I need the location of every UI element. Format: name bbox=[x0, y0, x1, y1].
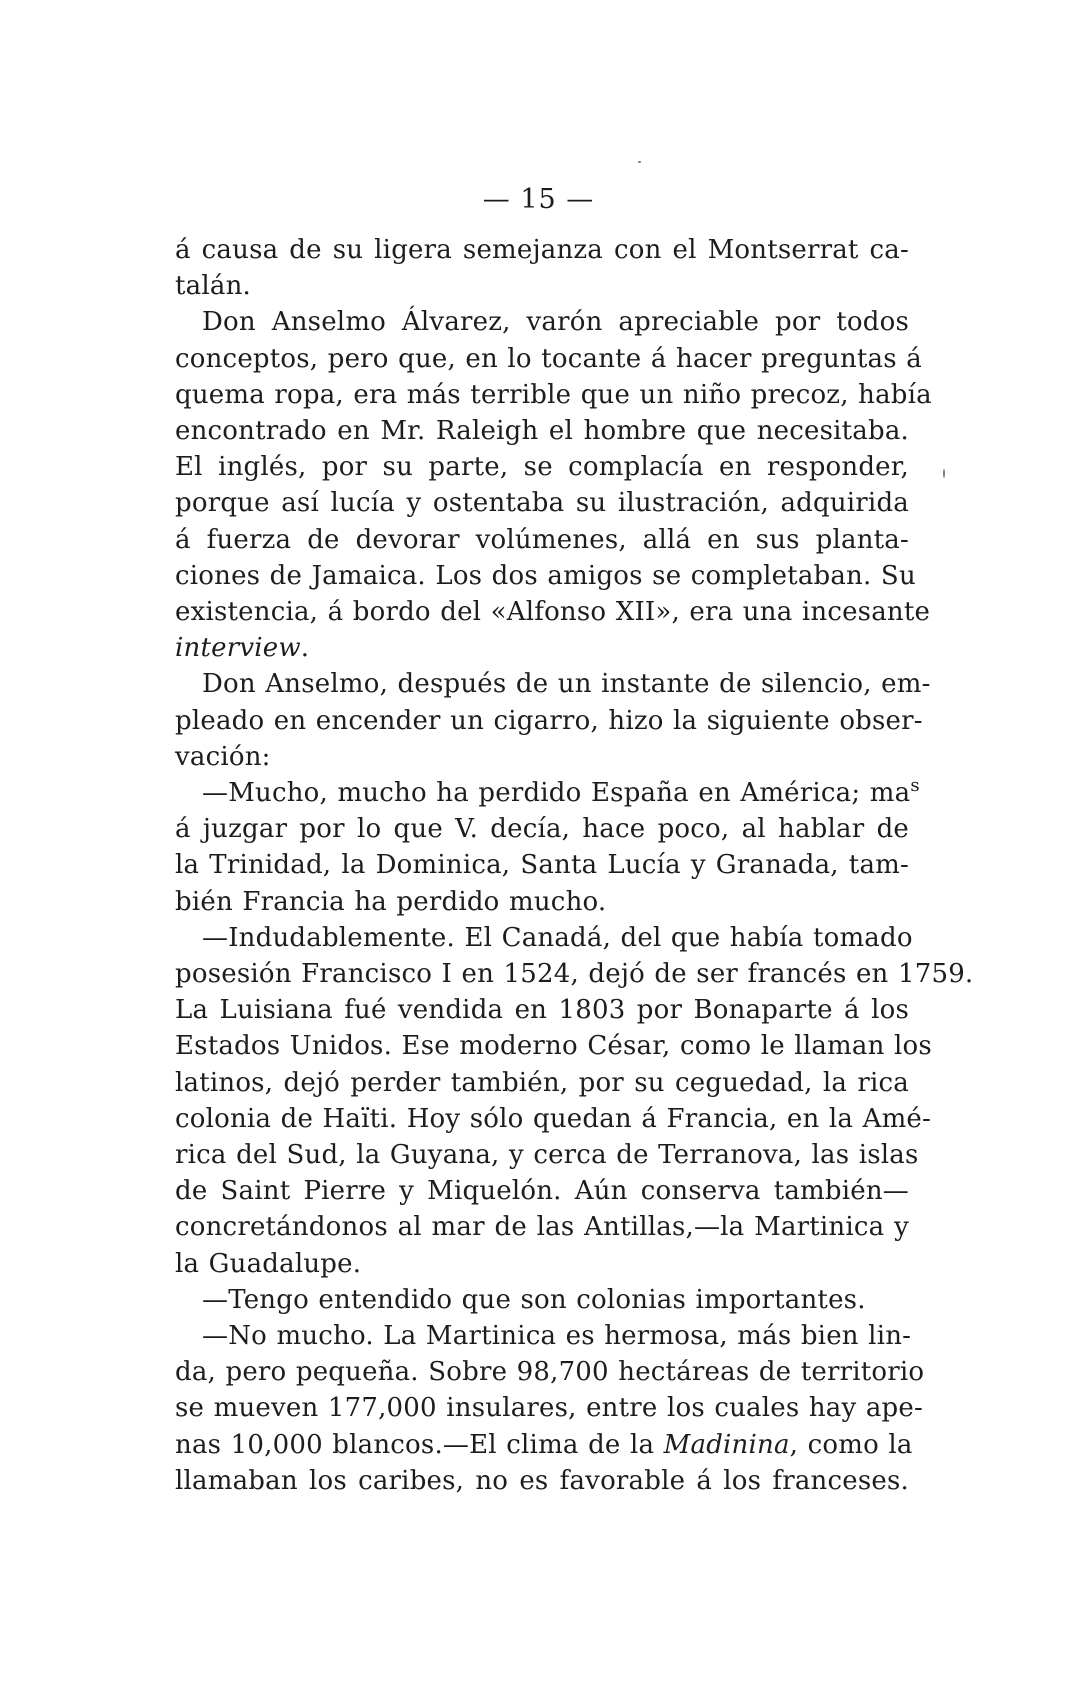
italic-term: Madinina bbox=[663, 1430, 790, 1460]
text-line bbox=[175, 558, 916, 594]
line-text: Don Anselmo Álvarez, varón apreciable por todos bbox=[202, 307, 909, 337]
text-line bbox=[202, 920, 913, 956]
page-number: — 15 — bbox=[482, 184, 595, 215]
line-text: quema ropa, era más terrible que un niño precoz, había bbox=[175, 380, 932, 410]
line-text: á fuerza de devorar volúmenes, allá en sus planta- bbox=[175, 525, 909, 555]
text-line bbox=[175, 341, 922, 377]
scan-speck-margin bbox=[943, 469, 945, 478]
line-text: —Mucho, mucho ha perdido España en América; ma bbox=[202, 778, 911, 808]
line-text: porque así lucía y ostentaba su ilustración, adquirida bbox=[175, 488, 909, 518]
text-line bbox=[175, 1101, 931, 1137]
line-text: de Saint Pierre y Miquelón. Aún conserva también— bbox=[175, 1176, 909, 1206]
text-line bbox=[202, 666, 931, 702]
line-text: á juzgar por lo que V. decía, hace poco, al hablar de bbox=[175, 814, 909, 844]
line-text: existencia, á bordo del «Alfonso XII», era una incesante bbox=[175, 597, 931, 627]
line-text: —Tengo entendido que son colonias importantes. bbox=[202, 1285, 866, 1315]
text-line bbox=[202, 304, 909, 340]
text-line bbox=[175, 268, 909, 304]
text-line bbox=[175, 413, 909, 449]
superscript-letter: s bbox=[910, 775, 920, 796]
text-line bbox=[175, 630, 909, 666]
text-line bbox=[175, 1354, 925, 1390]
line-text: colonia de Haïti. Hoy sólo quedan á Francia, en la Amé- bbox=[175, 1104, 931, 1134]
text-line bbox=[175, 1028, 932, 1064]
line-text: á causa de su ligera semejanza con el Montserrat ca- bbox=[175, 235, 909, 265]
text-line bbox=[202, 775, 920, 811]
line-text: —No mucho. La Martinica es hermosa, más bien lin- bbox=[202, 1321, 912, 1351]
line-text: la Trinidad, la Dominica, Santa Lucía y Granada, tam- bbox=[175, 850, 909, 880]
text-line bbox=[175, 485, 909, 521]
text-line bbox=[175, 811, 909, 847]
text-line bbox=[175, 1427, 913, 1463]
line-text: bién Francia ha perdido mucho. bbox=[175, 887, 607, 917]
text-line bbox=[175, 992, 909, 1028]
text-line bbox=[175, 956, 974, 992]
line-text: nas 10,000 blancos.—El clima de la bbox=[175, 1430, 664, 1460]
italic-term: interview bbox=[175, 633, 301, 663]
text-line bbox=[175, 884, 909, 920]
text-line bbox=[175, 377, 932, 413]
line-text: llamaban los caribes, no es favorable á los franceses. bbox=[175, 1466, 909, 1496]
line-text: talán. bbox=[175, 271, 251, 301]
line-text: El inglés, por su parte, se complacía en responder, bbox=[175, 452, 909, 482]
line-text: pleado en encender un cigarro, hizo la siguiente obser- bbox=[175, 706, 923, 736]
line-text: da, pero pequeña. Sobre 98,700 hectáreas de territorio bbox=[175, 1357, 925, 1387]
text-line bbox=[175, 1137, 919, 1173]
text-line bbox=[175, 594, 931, 630]
line-text: encontrado en Mr. Raleigh el hombre que necesitaba. bbox=[175, 416, 909, 446]
text-line bbox=[175, 847, 909, 883]
line-text: Estados Unidos. Ese moderno César, como le llaman los bbox=[175, 1031, 932, 1061]
line-text: La Luisiana fué vendida en 1803 por Bonaparte á los bbox=[175, 995, 909, 1025]
line-text-after: . bbox=[300, 633, 310, 663]
text-line bbox=[202, 1282, 909, 1318]
line-text: se mueven 177,000 insulares, entre los cuales hay ape- bbox=[175, 1393, 923, 1423]
line-text: —Indudablemente. El Canadá, del que había tomado bbox=[202, 923, 913, 953]
line-text: conceptos, pero que, en lo tocante á hacer preguntas á bbox=[175, 344, 922, 374]
text-line bbox=[175, 703, 923, 739]
line-text: rica del Sud, la Guyana, y cerca de Terranova, las islas bbox=[175, 1140, 919, 1170]
line-text: Don Anselmo, después de un instante de silencio, em- bbox=[202, 669, 931, 699]
line-text: vación: bbox=[175, 742, 271, 772]
line-text: ciones de Jamaica. Los dos amigos se completaban. Su bbox=[175, 561, 916, 591]
line-text: la Guadalupe. bbox=[175, 1249, 362, 1279]
line-text: concretándonos al mar de las Antillas,—la Martinica y bbox=[175, 1212, 909, 1242]
text-line bbox=[175, 739, 909, 775]
text-line bbox=[175, 449, 909, 485]
text-line bbox=[175, 1209, 909, 1245]
text-line bbox=[175, 1065, 909, 1101]
text-line bbox=[175, 1246, 909, 1282]
line-text: posesión Francisco I en 1524, dejó de ser francés en 1759. bbox=[175, 959, 974, 989]
text-line bbox=[175, 1463, 909, 1499]
scan-speck-top bbox=[638, 161, 641, 163]
text-line bbox=[175, 232, 909, 268]
line-text: latinos, dejó perder también, por su ceguedad, la rica bbox=[175, 1068, 909, 1098]
text-line bbox=[175, 522, 909, 558]
text-line bbox=[175, 1173, 909, 1209]
text-line bbox=[175, 1390, 923, 1426]
text-line bbox=[202, 1318, 912, 1354]
line-text-after: , como la bbox=[789, 1430, 913, 1460]
